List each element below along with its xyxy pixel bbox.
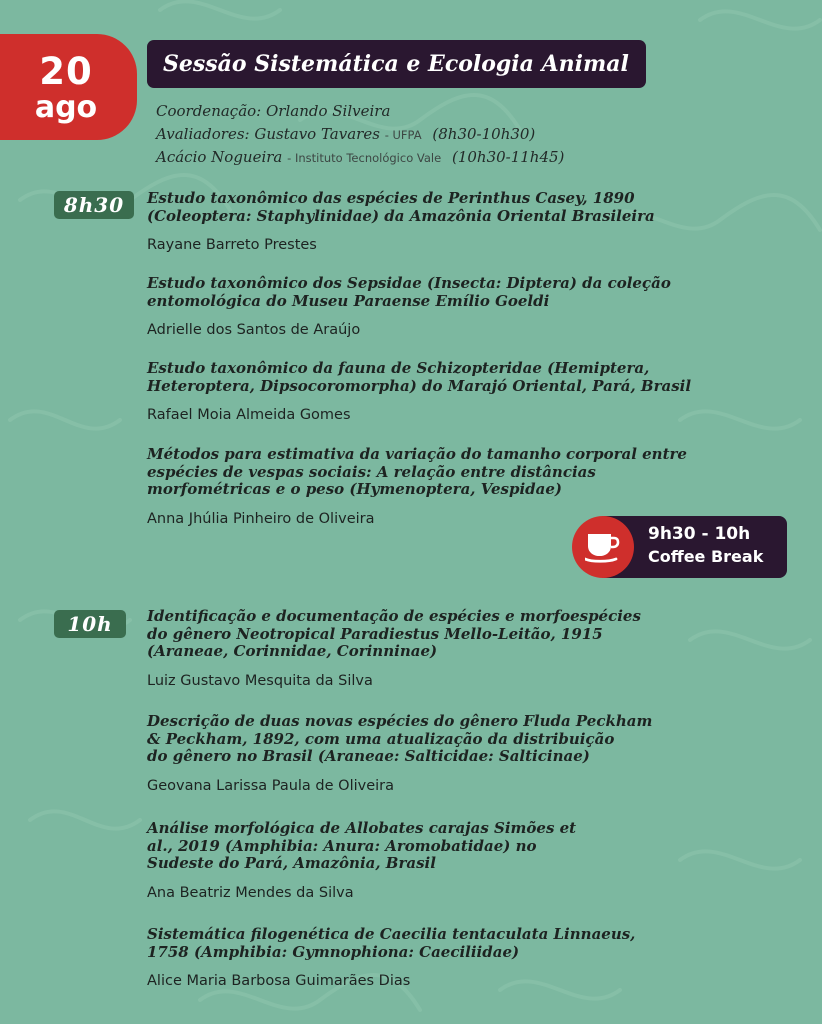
talk-author: Luiz Gustavo Mesquita da Silva [147, 672, 373, 689]
talk-item [147, 713, 767, 794]
evaluator-time: (10h30-11h45) [451, 148, 565, 166]
talk-item [147, 360, 767, 423]
talk-title-line: Estudo taxonômico das espécies de Perinthus Casey, 1890 [147, 189, 635, 207]
talk-author: Rafael Moia Almeida Gomes [147, 407, 351, 423]
talk-author: Adrielle dos Santos de Araújo [147, 322, 361, 338]
talk-title-line: & Peckham, 1892, com uma atualização da distribuição [147, 729, 615, 748]
talk-title-line: Estudo taxonômico da fauna de Schizopteridae (Hemiptera, [147, 359, 650, 377]
talk-title-line: espécies de vespas sociais: A relação entre distâncias [147, 462, 596, 481]
time-badge: 8h30 [54, 191, 134, 219]
talk-title-line: al., 2019 (Amphibia: Anura: Aromobatidae) no [147, 836, 537, 855]
talk-item [147, 608, 767, 689]
talk-title-line: Análise morfológica de Allobates carajas Simões et [147, 819, 577, 837]
date-badge [0, 34, 137, 140]
talk-title [147, 275, 767, 310]
evaluator-line-2 [156, 146, 564, 169]
talk-title-line: (Coleoptera: Staphylinidae) da Amazônia Oriental Brasileira [147, 206, 655, 225]
talk-title-line: Sudeste do Pará, Amazônia, Brasil [147, 854, 436, 872]
talk-title [147, 190, 767, 225]
talk-title-line: Identificação e documentação de espécies e morfoespécies [147, 607, 641, 625]
talk-title-line: do gênero Neotropical Paradiestus Mello-Leitão, 1915 [147, 624, 603, 643]
talk-item [147, 275, 767, 338]
talk-title-line: Descrição de duas novas espécies do gênero Fluda Peckham [147, 712, 653, 730]
talk-author: Anna Jhúlia Pinheiro de Oliveira [147, 510, 375, 527]
date-month: ago [34, 90, 98, 125]
session-title: Sessão Sistemática e Ecologia Animal [147, 40, 646, 88]
talk-title [147, 446, 767, 499]
talk-item [147, 926, 767, 989]
talk-title-line: Heteroptera, Dipsocoromorpha) do Marajó Oriental, Pará, Brasil [147, 376, 692, 395]
talk-title [147, 926, 767, 961]
time-badge: 10h [54, 610, 126, 638]
coffee-cup-icon [585, 530, 621, 564]
date-day: 20 [39, 50, 93, 93]
talk-title [147, 820, 767, 873]
talk-title [147, 360, 767, 395]
talk-title [147, 713, 767, 766]
evaluator-institution: - UFPA [384, 128, 422, 142]
talk-author: Alice Maria Barbosa Guimarães Dias [147, 973, 411, 989]
talk-item [147, 446, 767, 527]
talk-author: Rayane Barreto Prestes [147, 237, 317, 253]
evaluator-name: Avaliadores: Gustavo Tavares [156, 125, 380, 143]
talk-title-line: entomológica do Museu Paraense Emílio Goeldi [147, 291, 550, 310]
coffee-break-label: Coffee Break [648, 547, 764, 566]
evaluator-name: Acácio Nogueira [156, 148, 283, 166]
evaluator-institution: - Instituto Tecnológico Vale [287, 151, 442, 165]
talk-author: Geovana Larissa Paula de Oliveira [147, 777, 395, 794]
talk-item [147, 820, 767, 901]
talk-title [147, 608, 767, 661]
talk-title-line: Sistemática filogenética de Caecilia tentaculata Linnaeus, [147, 925, 636, 943]
talk-title-line: (Araneae, Corinnidae, Corinninae) [147, 642, 438, 660]
talk-author: Ana Beatriz Mendes da Silva [147, 884, 354, 901]
talk-title-line: 1758 (Amphibia: Gymnophiona: Caeciliidae) [147, 942, 520, 961]
coffee-break-circle [572, 516, 634, 578]
talk-item [147, 190, 767, 253]
talk-title-line: morfométricas e o peso (Hymenoptera, Vespidae) [147, 480, 563, 498]
evaluator-line-1 [156, 123, 535, 146]
talk-title-line: Métodos para estimativa da variação do tamanho corporal entre [147, 445, 687, 463]
coffee-break-badge [572, 516, 787, 578]
talk-title-line: Estudo taxonômico dos Sepsidae (Insecta: Diptera) da coleção [147, 274, 671, 292]
coffee-break-time: 9h30 - 10h [648, 524, 751, 544]
evaluator-time: (8h30-10h30) [432, 125, 536, 143]
talk-title-line: do gênero no Brasil (Araneae: Salticidae: Salticinae) [147, 747, 590, 765]
coordination-line: Coordenação: Orlando Silveira [156, 102, 391, 120]
